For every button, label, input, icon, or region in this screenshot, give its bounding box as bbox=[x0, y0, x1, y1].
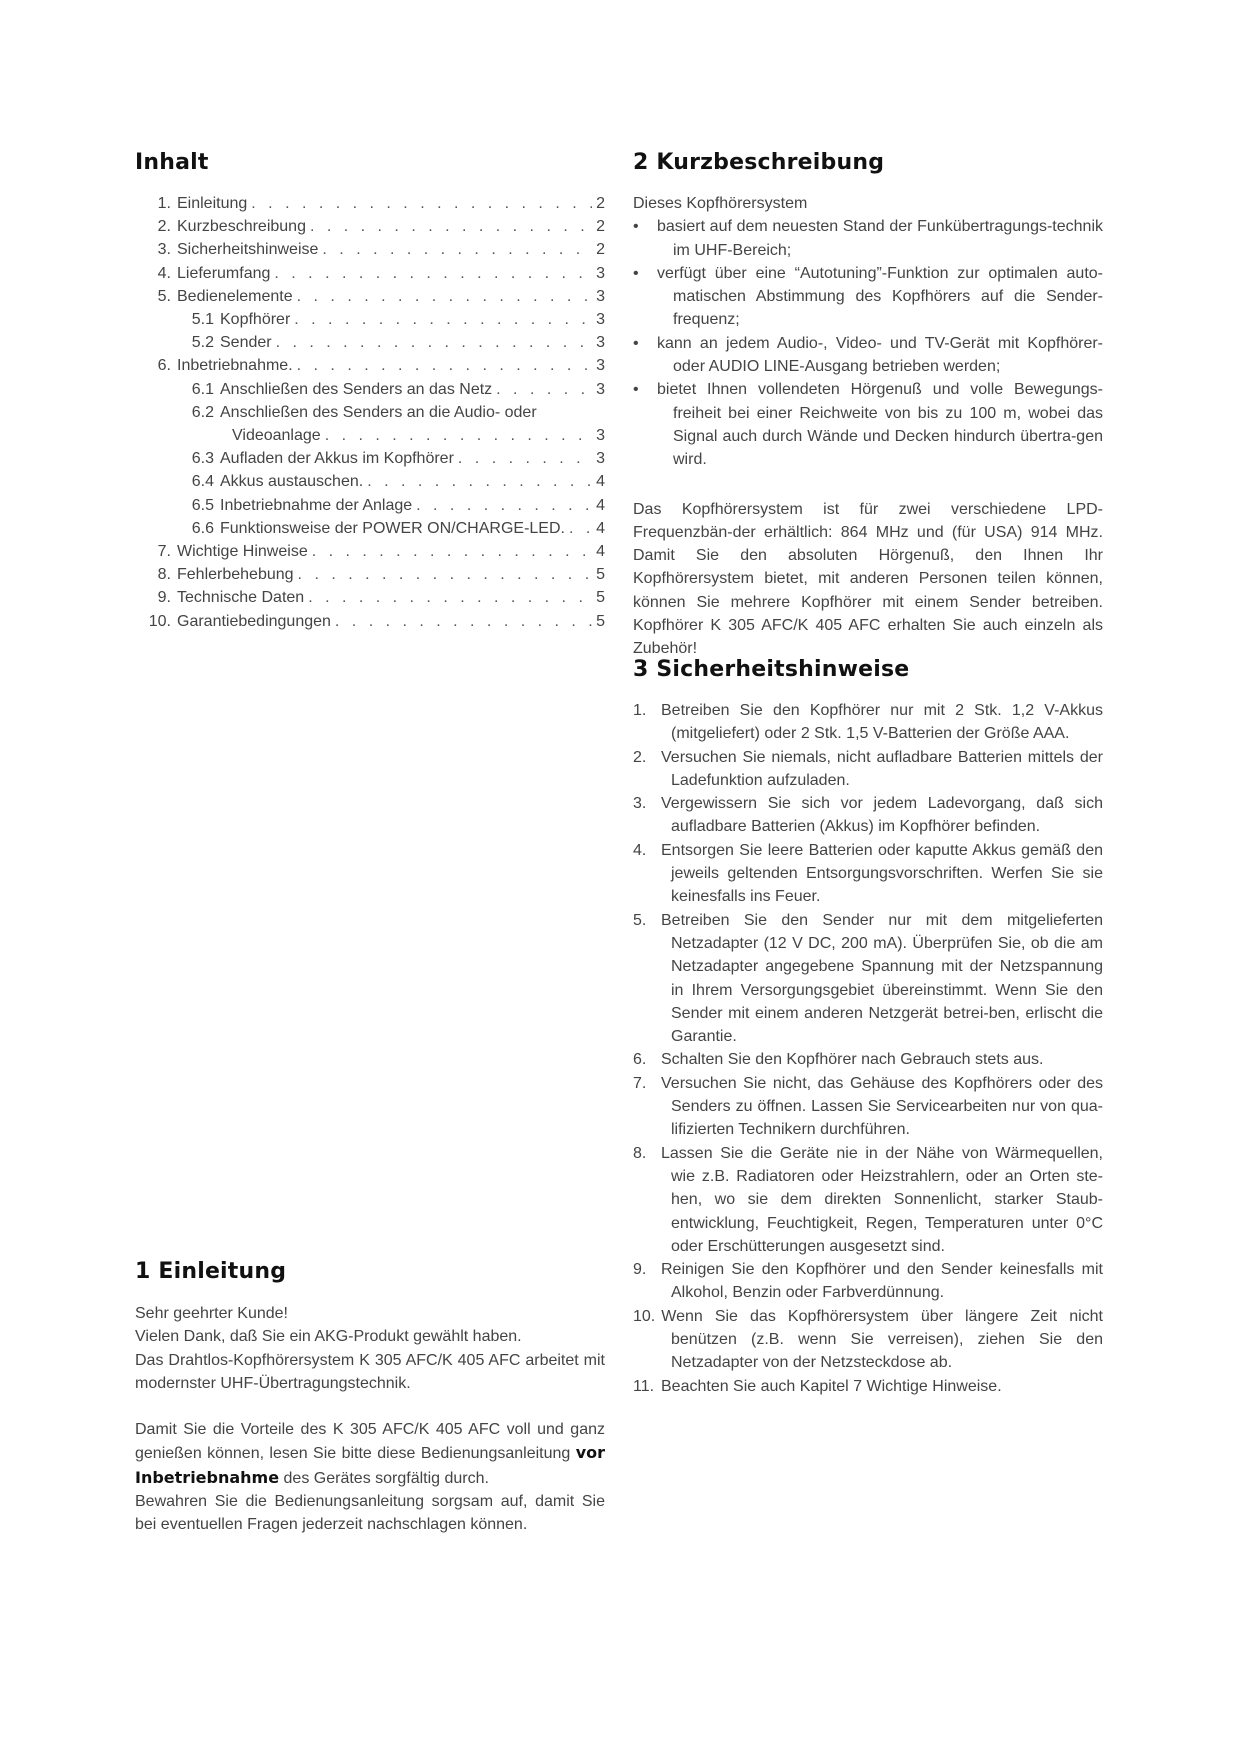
einleitung-read-manual bbox=[135, 1418, 605, 1490]
sicher-item-number: 5. bbox=[633, 911, 647, 929]
einleitung-thanks: Vielen Dank, daß Sie ein AKG-Produkt gewählt haben. bbox=[135, 1328, 522, 1346]
toc-entry bbox=[135, 563, 605, 586]
toc-entry-title: Wichtige Hinweise bbox=[177, 543, 308, 561]
toc-dot-leader bbox=[297, 354, 592, 377]
toc-dot-leader bbox=[310, 215, 592, 238]
toc-entry-number: 7. bbox=[157, 543, 171, 561]
toc-entry bbox=[135, 285, 605, 308]
kurz-bullet-item bbox=[633, 262, 1103, 332]
sicher-title: 3 Sicherheitshinweise bbox=[633, 657, 910, 682]
kurz-body bbox=[633, 192, 1103, 661]
sicher-list-item bbox=[633, 1142, 1103, 1258]
sicher-item-text: Versuchen Sie nicht, das Gehäuse des Kopfhörers oder des Senders zu öffnen. Lassen Sie Servicearbeiten nur von qua-lifizierten Technikern durchführen. bbox=[661, 1074, 1103, 1139]
toc-entry bbox=[135, 586, 605, 609]
toc-entry-title: Fehlerbehebung bbox=[177, 566, 294, 584]
toc-entry bbox=[135, 331, 605, 354]
sicher-list-item bbox=[633, 1258, 1103, 1305]
toc-entry bbox=[135, 378, 605, 401]
toc-entry-page: 5 bbox=[596, 566, 605, 584]
toc-entry-page: 2 bbox=[596, 241, 605, 259]
sicher-list-item bbox=[633, 1375, 1103, 1398]
toc-entry-number: 2. bbox=[157, 218, 171, 236]
kurz-bullet-item bbox=[633, 332, 1103, 379]
toc-dot-leader bbox=[496, 378, 592, 401]
bullet-icon: • bbox=[633, 264, 639, 282]
sicher-item-text: Vergewissern Sie sich vor jedem Ladevorgang, daß sich aufladbare Batterien (Akkus) im Kopfhörer befinden. bbox=[661, 795, 1103, 836]
toc-entry-number: 6.1 bbox=[191, 380, 214, 398]
toc-dot-leader bbox=[312, 540, 592, 563]
toc-entry-number: 1. bbox=[157, 195, 171, 212]
sicher-list bbox=[633, 699, 1103, 1398]
toc-entry bbox=[135, 424, 605, 447]
sicher-list-item bbox=[633, 1305, 1103, 1375]
toc-entry-title: Kopfhörer bbox=[220, 311, 291, 329]
toc-entry-number: 8. bbox=[157, 566, 171, 584]
table-of-contents bbox=[135, 192, 605, 633]
toc-entry-number: 5.1 bbox=[191, 311, 214, 329]
toc-entry-page: 3 bbox=[596, 450, 605, 468]
toc-entry-title: Funktionsweise der POWER ON/CHARGE-LED. bbox=[220, 519, 565, 537]
toc-entry-title: Einleitung bbox=[177, 195, 248, 212]
toc-entry-title: Inbetriebnahme der Anlage bbox=[220, 496, 413, 514]
toc-entry bbox=[135, 470, 605, 493]
toc-entry-number: 5. bbox=[157, 287, 171, 305]
toc-dot-leader bbox=[325, 424, 592, 447]
sicher-list-item bbox=[633, 1072, 1103, 1142]
toc-entry-number: 6. bbox=[157, 357, 171, 375]
toc-entry bbox=[135, 215, 605, 238]
toc-entry-number: 6.6 bbox=[191, 519, 214, 537]
toc-entry-title: Sender bbox=[220, 334, 272, 352]
sicher-item-number: 8. bbox=[633, 1144, 647, 1162]
toc-entry bbox=[135, 401, 605, 424]
einleitung-read-bold: vor Inbetriebnahme bbox=[135, 1443, 605, 1487]
toc-entry-page: 3 bbox=[596, 380, 605, 398]
toc-dot-leader bbox=[274, 262, 592, 285]
sicher-item-text: Lassen Sie die Geräte nie in der Nähe von Wärmequellen, wie z.B. Radiatoren oder Heizstrahlern, oder an Orten ste-hen, wo sie dem direkten Sonnenlicht, starker Staub-entwicklung, Feuchtigkeit, Regen, Temperaturen unter 0°C oder Erschütterungen ausgesetzt sind. bbox=[661, 1144, 1103, 1255]
toc-dot-leader bbox=[367, 470, 592, 493]
sicher-item-text: Versuchen Sie niemals, nicht aufladbare Batterien mittels der Ladefunktion aufzuladen. bbox=[661, 748, 1103, 789]
toc-entry-title: Anschließen des Senders an die Audio- oder bbox=[220, 403, 537, 421]
toc-entry bbox=[135, 447, 605, 470]
kurz-bullet-text: bietet Ihnen vollendeten Hörgenuß und volle Bewegungs-freiheit bei einer Reichweite von bis zu 100 m, wobei das Signal auch durch Wände und Decken hindurch übertra-gen wird. bbox=[657, 381, 1103, 469]
sicher-item-text: Wenn Sie das Kopfhörersystem über längere Zeit nicht benützen (z.B. wenn Sie verreisen), ziehen Sie den Netzadapter von der Netzsteckdose ab. bbox=[661, 1307, 1103, 1372]
toc-entry-title: Akkus austauschen. bbox=[220, 473, 364, 491]
kurz-paragraph: Das Kopfhörersystem ist für zwei verschiedene LPD-Frequenzbän-der erhältlich: 864 MHz und (für USA) 914 MHz. Damit Sie den absoluten Hörgenuß, den Ihnen Ihr Kopfhörersystem bietet, mit anderen Personen teilen können, können Sie mehrere Kopfhörer mit einem Sender betreiben. Kopfhörer K 305 AFC/K 405 AFC erhalten Sie auch einzeln als Zubehör! bbox=[633, 500, 1103, 658]
sicher-item-text: Schalten Sie den Kopfhörer nach Gebrauch stets aus. bbox=[661, 1051, 1044, 1069]
toc-entry-title: Garantiebedingungen bbox=[177, 612, 331, 630]
toc-entry-page: 4 bbox=[596, 496, 605, 514]
toc-entry-title: Videoanlage bbox=[232, 427, 321, 445]
toc-entry-page: 3 bbox=[596, 287, 605, 305]
toc-entry-page: 4 bbox=[596, 473, 605, 491]
sicher-item-text: Betreiben Sie den Kopfhörer nur mit 2 Stk. 1,2 V-Akkus (mitgeliefert) oder 2 Stk. 1,5 V-Batterien der Größe AAA. bbox=[661, 702, 1103, 743]
toc-entry-number: 10. bbox=[148, 612, 171, 630]
toc-entry bbox=[135, 517, 605, 540]
toc-entry-page: 5 bbox=[596, 612, 605, 630]
toc-dot-leader bbox=[297, 285, 592, 308]
toc-entry bbox=[135, 192, 605, 215]
toc-dot-leader bbox=[416, 494, 592, 517]
toc-entry-title: Kurzbeschreibung bbox=[177, 218, 306, 236]
toc-entry-page: 4 bbox=[596, 519, 605, 537]
toc-entry bbox=[135, 308, 605, 331]
sicher-list-item bbox=[633, 699, 1103, 746]
toc-entry-title: Technische Daten bbox=[177, 589, 305, 607]
sicher-list-item bbox=[633, 909, 1103, 1049]
sicher-item-number: 1. bbox=[633, 702, 647, 719]
einleitung-read-pre: Damit Sie die Vorteile des K 305 AFC/K 405 AFC voll und ganz genießen können, lesen Sie bitte diese Bedienungsanleitung bbox=[135, 1421, 605, 1463]
sicher-list-item bbox=[633, 792, 1103, 839]
toc-entry-title: Aufladen der Akkus im Kopfhörer bbox=[220, 450, 454, 468]
sicher-item-text: Entsorgen Sie leere Batterien oder kaputte Akkus gemäß den jeweils geltenden Entsorgungsvorschriften. Werfen Sie sie keinesfalls ins Feuer. bbox=[661, 841, 1103, 906]
sicher-item-text: Beachten Sie auch Kapitel 7 Wichtige Hinweise. bbox=[661, 1377, 1002, 1395]
kurz-bullet-text: verfügt über eine “Autotuning”-Funktion zur optimalen auto-matischen Abstimmung des Kopfhörers auf die Sender-frequenz; bbox=[657, 264, 1103, 329]
kurz-intro: Dieses Kopfhörersystem bbox=[633, 195, 808, 212]
toc-entry bbox=[135, 354, 605, 377]
toc-dot-leader bbox=[308, 586, 592, 609]
toc-entry-page: 2 bbox=[596, 195, 605, 212]
kurz-bullet-text: basiert auf dem neuesten Stand der Funkübertragungs-technik im UHF-Bereich; bbox=[657, 218, 1103, 259]
kurz-bullet-item bbox=[633, 378, 1103, 471]
toc-entry-number: 6.2 bbox=[191, 403, 214, 421]
toc-dot-leader bbox=[322, 238, 592, 261]
einleitung-body bbox=[135, 1302, 605, 1537]
toc-entry-page: 3 bbox=[596, 357, 605, 375]
sicher-item-number: 6. bbox=[633, 1051, 647, 1069]
kurz-bullet-list bbox=[633, 215, 1103, 471]
toc-entry-title: Sicherheitshinweise bbox=[177, 241, 319, 259]
toc-entry-page: 5 bbox=[596, 589, 605, 607]
sicher-item-number: 4. bbox=[633, 841, 647, 859]
sicher-body bbox=[633, 699, 1103, 1398]
sicher-item-text: Reinigen Sie den Kopfhörer und den Sender keinesfalls mit Alkohol, Benzin oder Farbverdünnung. bbox=[661, 1261, 1103, 1302]
toc-entry-title: Lieferumfang bbox=[177, 264, 271, 282]
toc-dot-leader bbox=[251, 192, 592, 215]
toc-entry-number: 6.4 bbox=[191, 473, 214, 491]
toc-dot-leader bbox=[335, 610, 592, 633]
sicher-list-item bbox=[633, 746, 1103, 793]
toc-entry-page: 3 bbox=[596, 427, 605, 445]
toc-entry-page: 3 bbox=[596, 334, 605, 352]
toc-entry-title: Anschließen des Senders an das Netz bbox=[220, 380, 493, 398]
einleitung-title: 1 Einleitung bbox=[135, 1259, 287, 1284]
toc-entry bbox=[135, 262, 605, 285]
toc-title: Inhalt bbox=[135, 150, 209, 175]
toc-entry-title: Inbetriebnahme. bbox=[177, 357, 293, 375]
sicher-item-number: 9. bbox=[633, 1261, 647, 1279]
kurz-bullet-text: kann an jedem Audio-, Video- und TV-Gerät mit Kopfhörer-oder AUDIO LINE-Ausgang betrieben werden; bbox=[657, 334, 1103, 376]
toc-entry-number: 4. bbox=[157, 264, 171, 282]
sicher-list-item bbox=[633, 839, 1103, 909]
einleitung-keep-manual: Bewahren Sie die Bedienungsanleitung sorgsam auf, damit Sie bei eventuellen Fragen jederzeit nachschlagen können. bbox=[135, 1493, 605, 1534]
einleitung-greeting: Sehr geehrter Kunde! bbox=[135, 1305, 288, 1322]
sicher-item-number: 2. bbox=[633, 748, 647, 766]
toc-entry-number: 6.5 bbox=[191, 496, 214, 514]
bullet-icon: • bbox=[633, 381, 639, 399]
kurz-title: 2 Kurzbeschreibung bbox=[633, 150, 885, 175]
sicher-item-text: Betreiben Sie den Sender nur mit dem mitgelieferten Netzadapter (12 V DC, 200 mA). Überprüfen Sie, ob die am Netzadapter angegebene Spannung mit der Netzspannung in Ihrem Versorgungsgebiet übereinstimmt. Wenn Sie den Sender mit einem anderen Netzgerät betrei-ben, erlischt die Garantie. bbox=[661, 911, 1103, 1046]
toc-dot-leader bbox=[569, 517, 592, 540]
toc-entry-number: 9. bbox=[157, 589, 171, 607]
toc-dot-leader bbox=[298, 563, 593, 586]
toc-entry-page: 3 bbox=[596, 264, 605, 282]
toc-entry-page: 4 bbox=[596, 543, 605, 561]
sicher-item-number: 3. bbox=[633, 795, 647, 813]
einleitung-read-post: des Gerätes sorgfältig durch. bbox=[283, 1469, 489, 1487]
toc-entry bbox=[135, 494, 605, 517]
toc-entry-number: 5.2 bbox=[191, 334, 214, 352]
sicher-item-number: 10. bbox=[633, 1307, 656, 1325]
toc-entry bbox=[135, 610, 605, 633]
toc-dot-leader bbox=[294, 308, 592, 331]
toc-entry-page: 3 bbox=[596, 311, 605, 329]
toc-dot-leader bbox=[276, 331, 593, 354]
toc-entry-page: 2 bbox=[596, 218, 605, 236]
bullet-icon: • bbox=[633, 218, 639, 236]
toc-entry-number: 3. bbox=[157, 241, 171, 259]
toc-entry-title: Bedienelemente bbox=[177, 287, 293, 305]
kurz-bullet-item bbox=[633, 215, 1103, 262]
bullet-icon: • bbox=[633, 334, 639, 352]
toc-entry-number: 6.3 bbox=[191, 450, 214, 468]
toc-entry bbox=[135, 238, 605, 261]
sicher-item-number: 7. bbox=[633, 1074, 647, 1092]
sicher-item-number: 11. bbox=[633, 1377, 655, 1395]
toc-dot-leader bbox=[458, 447, 592, 470]
sicher-list-item bbox=[633, 1048, 1103, 1071]
einleitung-system: Das Drahtlos-Kopfhörersystem K 305 AFC/K 405 AFC arbeitet mit modernster UHF-Übertragungstechnik. bbox=[135, 1351, 605, 1392]
toc-entry bbox=[135, 540, 605, 563]
